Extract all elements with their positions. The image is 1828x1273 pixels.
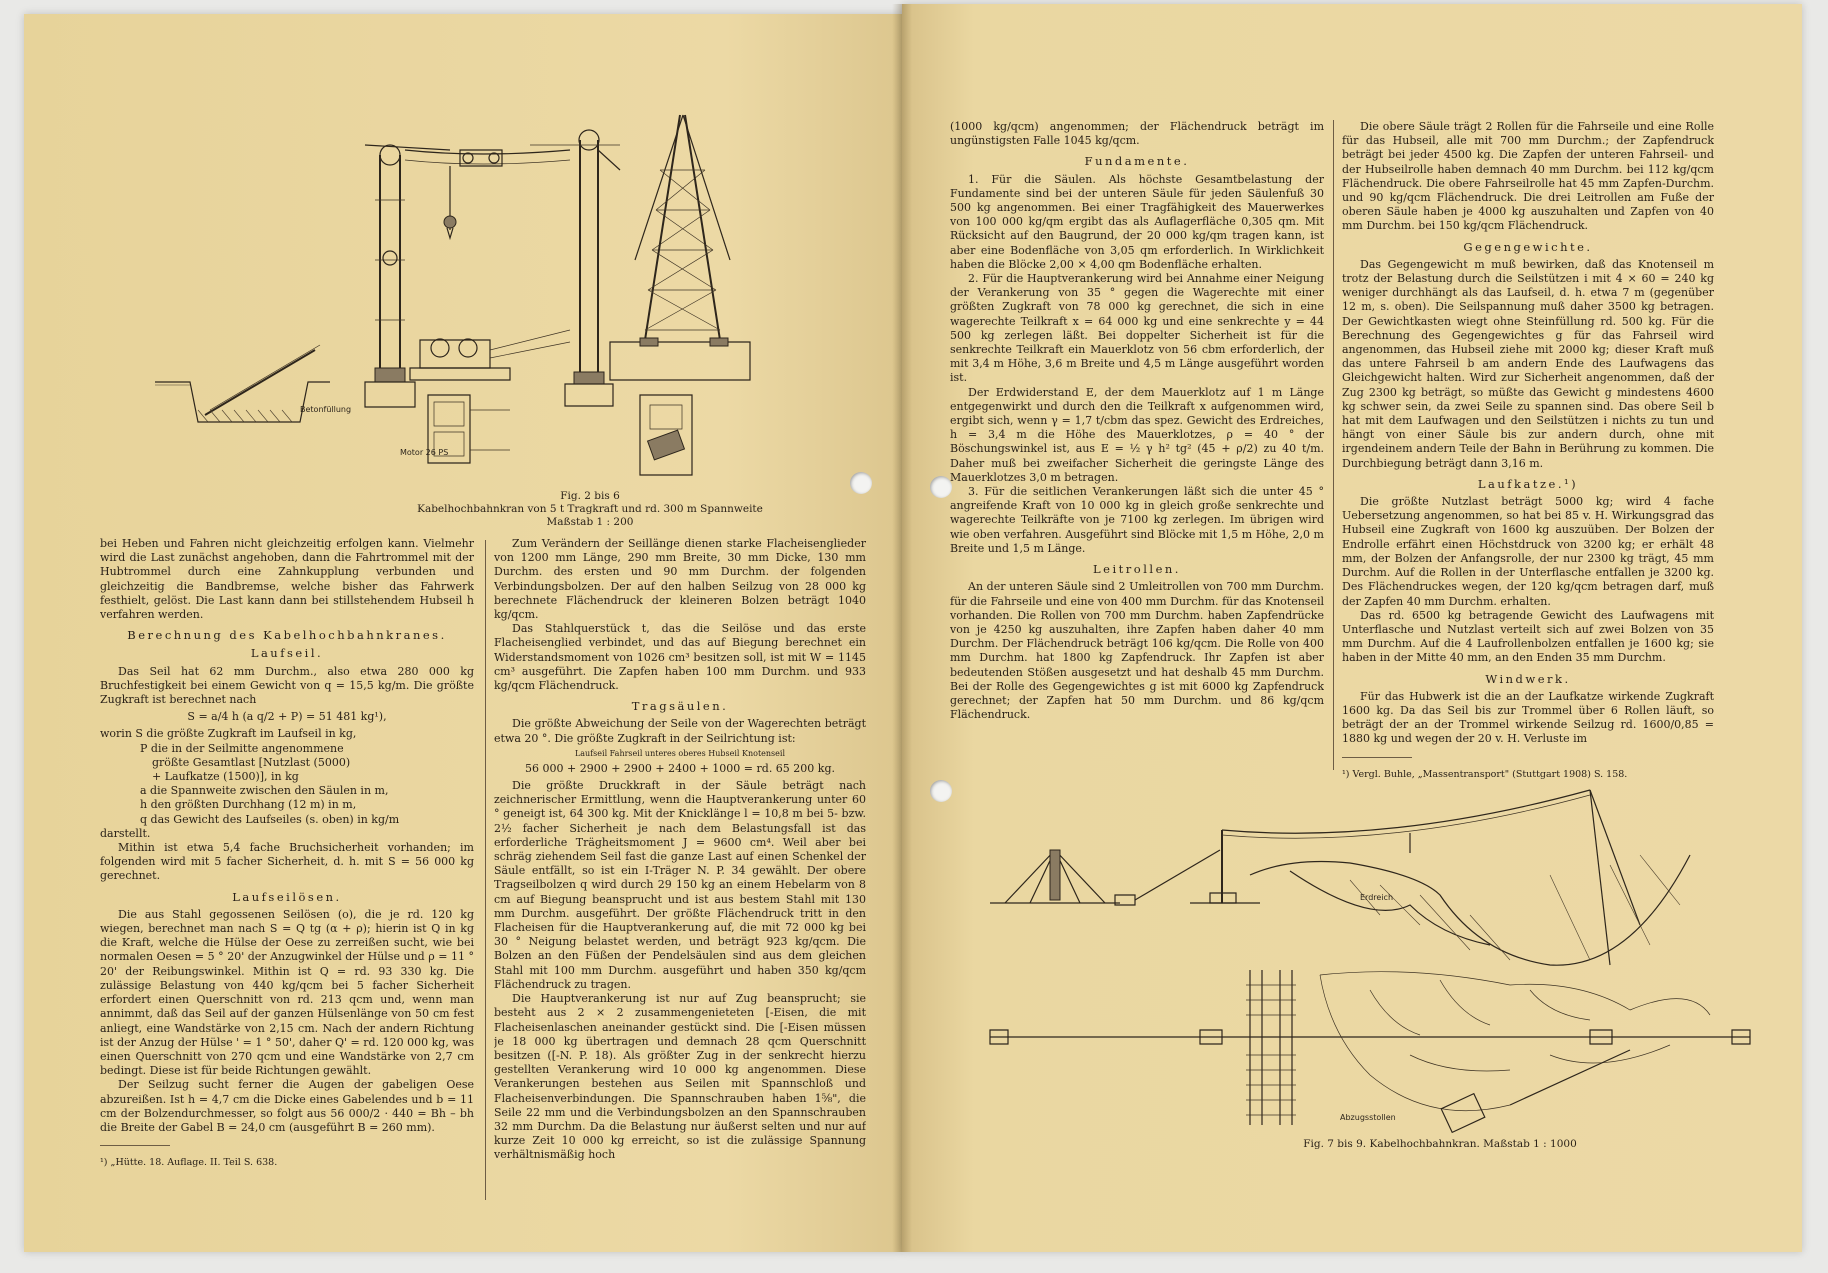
paragraph-abweichung: Die größte Abweichung der Seile von der Wagerechten beträgt etwa 20 °. Die größte Zugkraft in der Seilrichtung ist: bbox=[494, 717, 866, 745]
column-4 bbox=[1342, 120, 1714, 780]
heading-gegengewichte: Gegengewichte. bbox=[1463, 239, 1593, 254]
paragraph-obere-saeule: Die obere Säule trägt 2 Rollen für die Fahrseile und eine Rolle für das Hubseil, alle mit 700 mm Durchm.; der Zapfendruck beträgt bei jeder 4500 kg. Die Zapfen der unteren Fahrseil- und der Hubseilrolle haben demnach 40 mm Durchm. bei 112 kg/qcm Flächendruck. Die obere Fahrseilrolle hat 45 mm Zapfen-Durchm. und 90 kg/qcm Flächendruck. Die drei Leitrollen am Fuße der oberen Säule haben je 4000 kg auszuhalten und Zapfen von 40 mm Durchm. bei 150 kg/qcm Flächendruck. bbox=[1342, 120, 1714, 233]
paragraph-gegengewicht: Das Gegengewicht m muß bewirken, daß das Knotenseil m trotz der Belastung durch die Seilstützen i mit 4 × 60 = 240 kg weniger durchhängt als das Laufseil, d. h. etwa 7 m (gegenüber 12 m, s. oben). Die Seilspannung muß daher 3500 kg betragen. Der Gewichtkasten wiegt ohne Steinfüllung rd. 500 kg. Für die Berechnung des Gegengewichtes g für das Fahrseil wird angenommen, das Hubseil ziehe mit 2000 kg; dieser Kraft muß das untere Fahrseil b am andern Ende des Laufwagens das Gleichgewicht halten. Wird zur Sicherheit angenommen, daß der Zug 2300 kg beträgt, so müßte das Gewicht g mindestens 4600 kg schwer sein, da zwei Seile zu spannen sind. Das obere Seil b hat mit dem Laufwagen und den Seilstützen i nichts zu tun und hängt von einer Säule bis zur andern durch, ohne mit irgendeinem andern Teile der Bahn in Berührung zu kommen. Die Durchbiegung beträgt dann 3,16 m. bbox=[1342, 257, 1714, 470]
punch-hole bbox=[930, 476, 952, 498]
paragraph-a: a die Spannweite zwischen den Säulen in m, bbox=[140, 784, 389, 798]
paragraph-p1: P die in der Seilmitte angenommene bbox=[140, 741, 344, 755]
paragraph-flacheisen: Zum Verändern der Seillänge dienen starke Flacheisenglieder von 1200 mm Länge, 290 mm Breite, 30 mm Dicke, 130 mm Durchm. des ersten und 90 mm Durchm. der folgenden Verbindungsbolzen. Der auf den halben Seilzug von 28 000 kg berechnete Flächendruck der kleineren Bolzen beträgt 1040 kg/qcm. bbox=[494, 537, 866, 622]
plan-view bbox=[990, 970, 1750, 1132]
label-erdreich: Erdreich bbox=[1360, 893, 1394, 902]
paragraph-druckkraft: Die größte Druckkraft in der Säule beträgt nach zeichnerischer Ermittlung, wenn die Hauptverankerung unter 60 ° geneigt ist, 64 300 kg. Mit der Knicklänge l = 10,8 m bei 5- bzw. 2½ facher Sicherheit je nach dem Belastungsfall ist das erforderliche Trägheitsmoment J = 9600 cm⁴. Weil aber bei schräg ziehendem Seil fast die ganze Last auf einen Schenkel der Säule entfällt, so ist ein I-Träger N. P. 34 gewählt. Der obere Tragseilbolzen q wird durch 29 150 kg an einem Hebelarm von 8 cm auf Biegung beansprucht und ist aus bestem Stahl mit 130 mm Durchm. ausgeführt. Der größte Flächendruck tritt in den Flacheisen für die Hauptverankerung auf, die mit 72 000 kg bei 30 ° Neigung belastet werden, und beträgt 923 kg/qcm. Die Bolzen an den Füßen der Pendelsäulen sind aus dem gleichen Stahl mit 100 mm Durchm. ausgeführt und haben 350 kg/qcm Flächendruck zu tragen. bbox=[494, 779, 866, 991]
paragraph-saeulen: 1. Für die Säulen. Als höchste Gesamtbelastung der Fundamente sind bei der unteren Säule für jeden Säulenfuß 30 500 kg angenommen. Bei einer Tragfähigkeit des Mauerwerkes von 100 000 kg/qm ergibt das als Auflagerfläche 0,305 qm. Mit Rücksicht auf den Baugrund, der 20 000 kg/qm tragen kann, ist aber eine Bodenfläche von 3,05 qm erforderlich. In Wirklichkeit haben die Blöcke 2,00 × 4,00 qm Bodenfläche erhalten. bbox=[950, 172, 1324, 271]
paragraph-windwerk: Für das Hubwerk ist die an der Laufkatze wirkende Zugkraft 1600 kg. Da das Seil bis zur Trommel über 6 Rollen läuft, so beträgt der an der Trommel wirkende Seilzug rd. 1600/0,85 = 1880 kg und wegen der 20 v. H. Verluste im bbox=[1342, 689, 1714, 746]
caption-scale: Maßstab 1 : 200 bbox=[546, 516, 634, 528]
paragraph-leitrollen: An der unteren Säule sind 2 Umleitrollen von 700 mm Durchm. für die Fahrseile und eine von 400 mm Durchm. für das Knotenseil vorhanden. Die Rollen von 700 mm Durchm. haben Zapfendrücke von je 4250 kg auszuhalten, ihre Zapfen haben daher 40 mm Durchm. Der Flächendruck beträgt 106 kg/qcm. Die Rolle von 400 mm Durchm. hat 1800 kg Zapfendruck. Ihr Zapfen ist aber bedeutenden Stößen ausgesetzt und hat deshalb 45 mm Durchm. Bei der Rolle des Gegengewichtes g ist mit 6000 kg Zapfendruck gerechnet; der Zapfen hat 50 mm Durchm. und 86 kg/qcm Flächendruck. bbox=[950, 580, 1324, 722]
paragraph-seitlich: 3. Für die seitlichen Verankerungen läßt sich die unter 45 ° angreifende Kraft von 10 000 kg in gleich große senkrechte und wagerechte Teilkräfte von je 7100 kg zerlegen. Im übrigen wird wie oben verfahren. Ausgeführt sind Blöcke mit 1,5 m Höhe, 2,0 m Breite und 1,5 m Länge. bbox=[950, 485, 1324, 555]
paragraph-worin: worin S die größte Zugkraft im Laufseil in kg, bbox=[100, 727, 357, 741]
paragraph-mithin: Mithin ist etwa 5,4 fache Bruchsicherheit vorhanden; im folgenden wird mit 5 facher Sicherheit, d. h. mit S = 56 000 kg gerechnet. bbox=[100, 841, 474, 883]
figure-caption-bottom: Fig. 7 bis 9. Kabelhochbahnkran. Maßstab 1 : 1000 bbox=[1303, 1138, 1577, 1150]
paragraph-h: h den größten Durchhang (12 m) in m, bbox=[140, 798, 357, 812]
footnote-huette: ¹) „Hütte. 18. Auflage. II. Teil S. 638. bbox=[100, 1157, 278, 1169]
paragraph-laufkatze: Die größte Nutzlast beträgt 5000 kg; wird 4 fache Uebersetzung angenommen, so hat bei 85 v. H. Wirkungsgrad das Hubseil eine Zugkraft von 1600 kg auszuüben. Der Bolzen der Endrolle erfährt einen Höchstdruck von 3200 kg; er erhält 48 mm, der Bolzen der Anfangsrolle, der nur 2300 kg trägt, 45 mm Durchm. Auf die Rollen in der Unterflasche entfallen je 3200 kg. Des Flächendruckes wegen, der 120 kg/qcm betragen darf, muß der Zapfen 40 mm Durchm. erhalten. bbox=[1342, 495, 1714, 608]
paragraph-p2: größte Gesamtlast [Nutzlast (5000) bbox=[152, 755, 351, 769]
plan-view-tower bbox=[640, 395, 692, 475]
footnote-rule bbox=[1342, 757, 1412, 758]
column-1 bbox=[100, 537, 474, 1237]
label-betonfuellung: Betonfüllung bbox=[300, 405, 352, 414]
formula-sum: 56 000 + 2900 + 2900 + 2400 + 1000 = rd. 65 200 kg. bbox=[525, 761, 835, 775]
paragraph-stahlquerstueck: Das Stahlquerstück t, das die Seilöse und das erste Flacheisenglied verbindet, und das auf Biegung berechnet ein Widerstandsmoment von 1026 cm³ besitzen soll, ist mit W = 1145 cm³ ausgeführt. Die Zapfen haben 100 mm Durchm. und 933 kg/qcm Flächendruck. bbox=[494, 622, 866, 693]
crane-figure-bottom bbox=[990, 775, 1750, 1145]
column-3 bbox=[950, 120, 1324, 780]
heading-leitrollen: Leitrollen. bbox=[1093, 562, 1181, 577]
paragraph-intro: bei Heben und Fahren nicht gleichzeitig erfolgen kann. Vielmehr wird die Last zunächst angehoben, dann die Fahrtrommel mit der Hubtrommel durch eine Zahnkupplung verbunden und gleichzeitig die Bandbremse, welche bisher das Fahrwerk festhielt, gelöst. Die Last kann dann bei stillstehendem Hubseil h verfahren werden. bbox=[100, 537, 474, 622]
heading-windwerk: Windwerk. bbox=[1485, 671, 1571, 686]
paragraph-oesen: Die aus Stahl gegossenen Seilösen (o), die je rd. 120 kg wiegen, berechnet man nach S = Q tg (α + ρ); hierin ist Q in kg die Kraft, welche die Hülse der Oese zu zerreißen sucht, wie bei normalen Oesen = 5 ° 20' der Anzugwinkel der Hülse und ρ = 11 ° 20' der Reibungswinkel. Mithin ist Q = rd. 93 330 kg. Die zulässige Belastung von 440 kg/qcm bei 5 facher Sicherheit erfordert einen Querschnitt von rd. 213 qcm und, wenn man annimmt, daß das Seil auf der ganzen Hülsenlänge von 50 cm fest anliegt, eine Wandstärke von 2,15 cm. Nach der andern Richtung ist der Anzug der Hülse ' = 1 ° 50', daher Q' = rd. 120 000 kg, was einen Querschnitt von 270 qcm und eine Wandstärke von 2,7 cm bedingt. Diese ist für beide Richtungen gewählt. bbox=[100, 907, 474, 1078]
paragraph-hauptverankerung-fund: 2. Für die Hauptverankerung wird bei Annahme einer Neigung der Verankerung von 35 ° gegen die Wagerechte mit einer größten Zugkraft von 78 000 kg gerechnet, die sich in eine wagerechte Teilkraft x = 64 000 kg und eine senkrechte y = 44 500 kg zerlegen läßt. Bei doppelter Sicherheit ist für die senkrechte Teilkraft ein Mauerklotz von 56 cbm erforderlich, der mit 3,4 m Höhe, 3,6 m Breite und 4,5 m Länge ausgeführt worden ist. bbox=[950, 272, 1324, 385]
paragraph-darstellt: darstellt. bbox=[100, 826, 151, 840]
heading-laufseiloesen: Laufseilösen. bbox=[232, 889, 342, 904]
label-motor: Motor 26 PS bbox=[400, 448, 449, 457]
crane-figure-top bbox=[150, 110, 750, 480]
formula-labels: Laufseil Fahrseil unteres oberes Hubseil Knotenseil bbox=[574, 748, 786, 758]
paragraph-laufseil: Das Seil hat 62 mm Durchm., also etwa 280 000 kg Bruchfestigkeit bei einem Gewicht von q = 15,5 kg/m. Die größte Zugkraft ist berechnet nach bbox=[100, 664, 474, 707]
paragraph-hauptverankerung: Die Hauptverankerung ist nur auf Zug beansprucht; sie besteht aus 2 × 2 zusammengenieteten [-Eisen, die mit Flacheisenlaschen aneinander gestückt sind. Die [-Eisen müssen je 18 000 kg übertragen und demnach 28 qcm Querschnitt besitzen ([-N. P. 18). Als größter Zug in der senkrecht hierzu gestellten Verankerung wird 10 000 kg angenommen. Diese Verankerungen bestehen aus Seilen mit Spannschloß und Flacheisenverbindungen. Die Spannschrauben haben 1⅝", die Seile 22 mm und die Verbindungsbolzen an den Spannschrauben 32 mm Durchm. Da die Belastung nur äußerst selten und nur auf kurze Zeit 10 000 kg erreicht, so ist die zulässige Spannung verhältnismäßig hoch bbox=[494, 992, 866, 1162]
caption-figure-number: Fig. 2 bis 6 bbox=[560, 490, 620, 502]
footnote-buhle: ¹) Vergl. Buhle, „Massentransport" (Stuttgart 1908) S. 158. bbox=[1342, 768, 1628, 780]
formula-zugkraft: S = a/4 h (a q/2 + P) = 51 481 kg¹), bbox=[187, 710, 387, 724]
paragraph-erdwiderstand: Der Erdwiderstand E, der dem Mauerklotz auf 1 m Länge entgegenwirkt und durch den die Teilkraft x aufgenommen wird, ergibt sich, wenn γ = 1,7 t/cbm das spez. Gewicht des Erdreiches, h = 3,4 m die Höhe des Mauerklotzes, ρ = 40 ° der Böschungswinkel ist, aus E = ½ γ h² tg² (45 + ρ/2) zu 40 t/m. Daher muß bei zweifacher Sicherheit die geringste Länge des Mauerklotzes 3,0 m betragen. bbox=[950, 385, 1324, 484]
heading-tragsaeulen: Tragsäulen. bbox=[631, 699, 729, 714]
column-divider bbox=[485, 540, 486, 1200]
heading-berechnung: Berechnung des Kabelhochbahnkranes. bbox=[127, 628, 447, 643]
upper-column bbox=[530, 130, 620, 406]
paragraph-seilzug: Der Seilzug sucht ferner die Augen der gabeligen Oese abzureißen. Ist h = 4,7 cm die Dicke eines Gabelendes und b = 11 cm der Bolzendurchmesser, so folgt aus 56 000/2 · 440 = Bh – bh die Breite der Gabel B = 24,0 cm (ausgeführt B = 260 mm). bbox=[100, 1078, 474, 1134]
label-abzugsstollen: Abzugsstollen bbox=[1340, 1113, 1396, 1122]
punch-hole bbox=[930, 780, 952, 802]
winch-machine bbox=[410, 330, 570, 380]
figure-caption-top bbox=[290, 490, 890, 529]
paragraph-p3: + Laufkatze (1500)], in kg bbox=[152, 770, 299, 784]
heading-laufseil: Laufseil. bbox=[250, 646, 324, 661]
paragraph-q: q das Gewicht des Laufseiles (s. oben) in kg/m bbox=[140, 812, 400, 826]
footnote-rule bbox=[100, 1145, 170, 1146]
cable-trolley bbox=[405, 150, 570, 238]
elevation-view bbox=[990, 790, 1690, 965]
paragraph-laufwagen: Das rd. 6500 kg betragende Gewicht des Laufwagens mit Unterflasche und Nutzlast verteilt sich auf zwei Bolzen von 35 mm Durchm. Auf die 4 Laufrollenbolzen entfallen je 1600 kg; sie haben in der Mitte 40 mm, an den Enden 35 mm Durchm. bbox=[1342, 608, 1714, 665]
heading-fundamente: Fundamente. bbox=[1084, 154, 1190, 169]
caption-title: Kabelhochbahnkran von 5 t Tragkraft und rd. 300 m Spannweite bbox=[417, 503, 763, 515]
page-gutter bbox=[892, 4, 912, 1252]
column-divider bbox=[1333, 120, 1334, 770]
heading-laufkatze: Laufkatze.¹) bbox=[1477, 476, 1579, 491]
paragraph-cont: (1000 kg/qcm) angenommen; der Flächendruck beträgt im ungünstigsten Falle 1045 kg/qcm. bbox=[950, 120, 1324, 148]
lattice-tower bbox=[610, 115, 750, 380]
column-2 bbox=[494, 537, 866, 1237]
